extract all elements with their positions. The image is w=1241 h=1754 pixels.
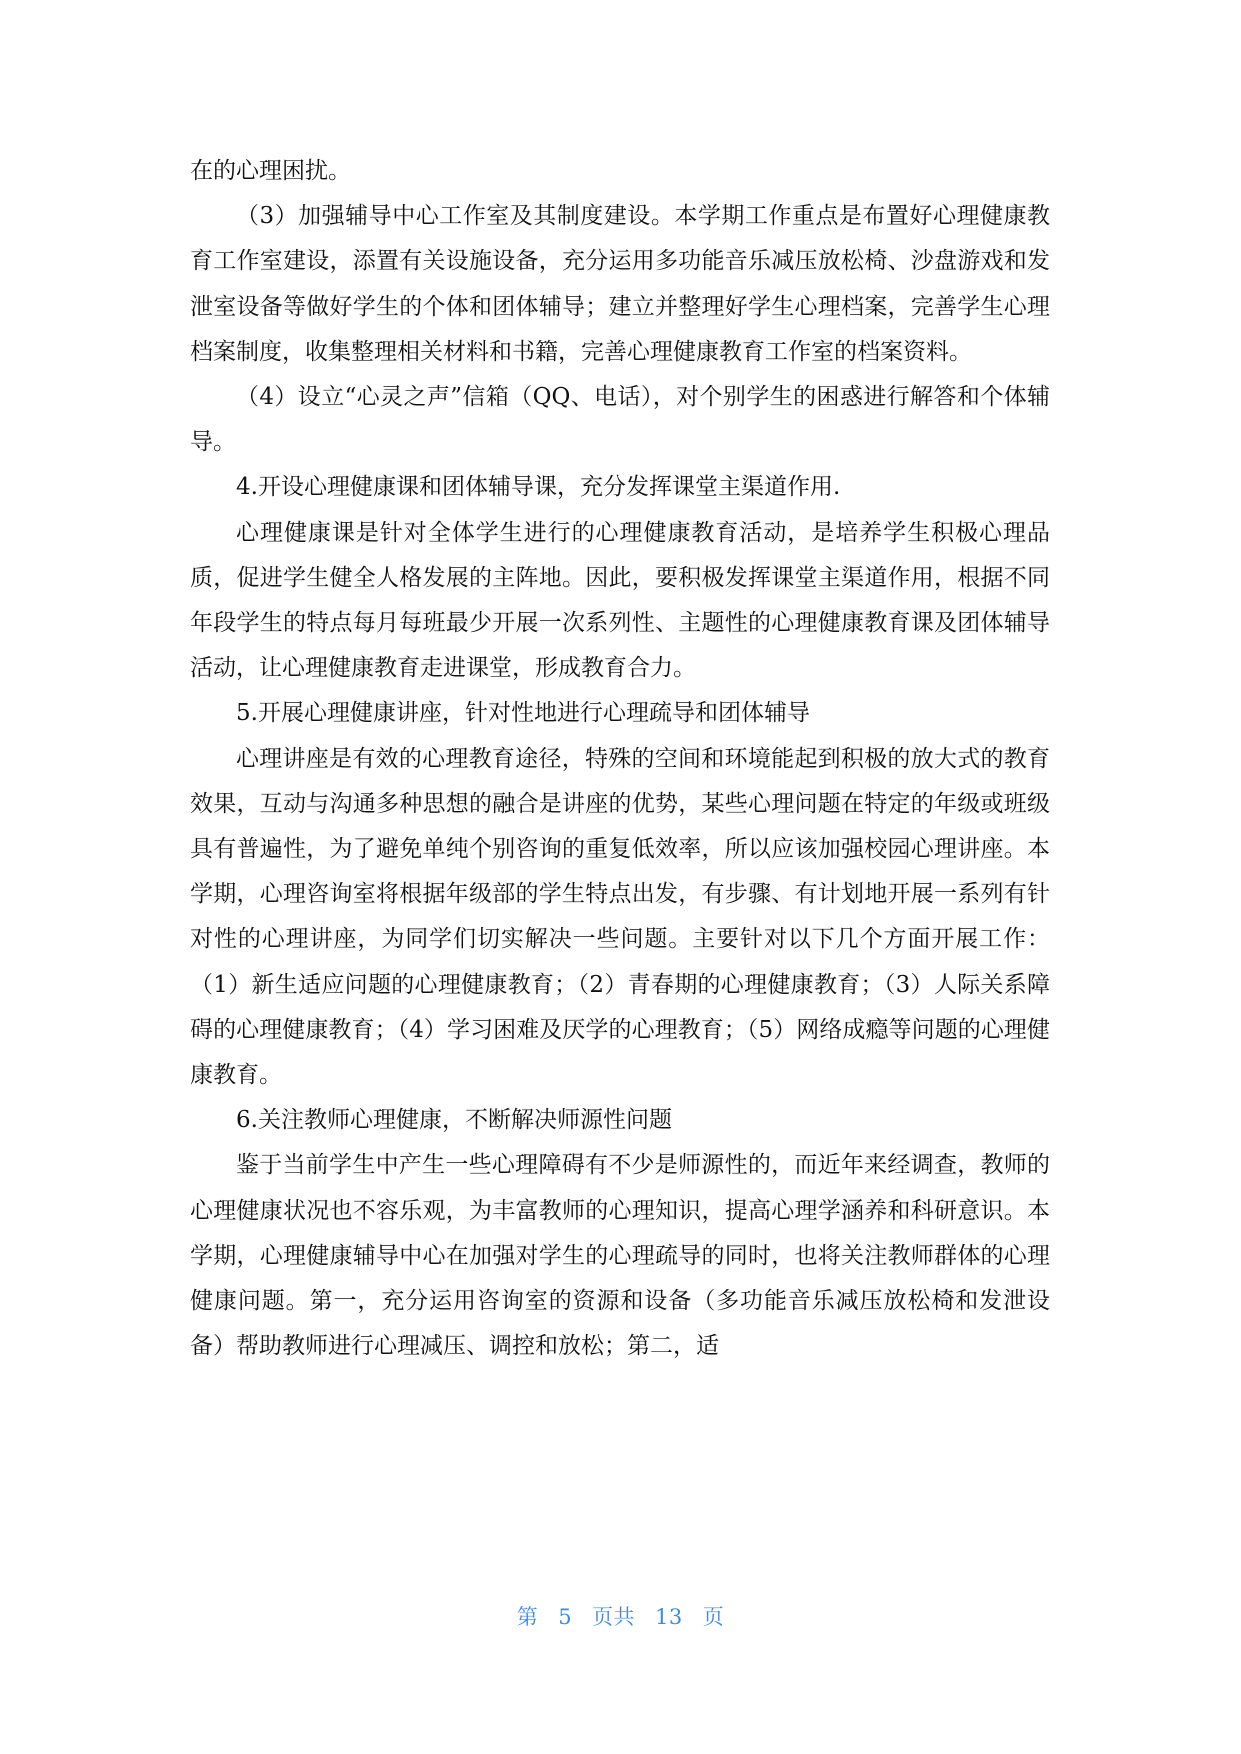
footer-prefix: 第 [516,1605,539,1629]
section-heading-6: 6.关注教师心理健康，不断解决师源性问题 [236,1107,672,1134]
document-body [190,149,1050,1369]
paragraph-item-4: （4）设立“心灵之声”信箱（QQ、电话），对个别学生的困惑进行解答和个体辅导。 [190,384,1050,456]
footer-suffix: 页 [702,1605,725,1629]
section-heading-5: 5.开展心理健康讲座，针对性地进行心理疏导和团体辅导 [236,700,810,727]
paragraph-item-3: （3）加强辅导中心工作室及其制度建设。本学期工作重点是布置好心理健康教育工作室建设，添置有关设施设备，充分运用多功能音乐减压放松椅、沙盘游戏和发泄室设备等做好学生的个体和团体辅导；建立并整理好学生心理档案，完善学生心理档案制度，收集整理相关材料和书籍，完善心理健康教育工作室的档案资料。 [190,203,1050,365]
page-footer [0,1602,1241,1632]
paragraph-section-6-body: 鉴于当前学生中产生一些心理障碍有不少是师源性的，而近年来经调查，教师的心理健康状况也不容乐观，为丰富教师的心理知识，提高心理学涵养和科研意识。本学期，心理健康辅导中心在加强对学生的心理疏导的同时，也将关注教师群体的心理健康问题。第一，充分运用咨询室的资源和设备（多功能音乐减压放松椅和发泄设备）帮助教师进行心理减压、调控和放松；第二，适 [190,1152,1050,1360]
paragraph-continuation: 在的心理困扰。 [190,158,351,184]
footer-total-pages: 13 [655,1605,683,1629]
footer-middle: 页共 [592,1605,636,1629]
section-heading-4: 4.开设心理健康课和团体辅导课，充分发挥课堂主渠道作用. [236,474,841,501]
paragraph-section-5-body: 心理讲座是有效的心理教育途径，特殊的空间和环境能起到积极的放大式的教育效果，互动与沟通多种思想的融合是讲座的优势，某些心理问题在特定的年级或班级具有普遍性，为了避免单纯个别咨询的重复低效率，所以应该加强校园心理讲座。本学期，心理咨询室将根据年级部的学生特点出发，有步骤、有计划地开展一系列有针对性的心理讲座，为同学们切实解决一些问题。主要针对以下几个方面开展工作：（1）新生适应问题的心理健康教育；（2）青春期的心理健康教育；（3）人际关系障碍的心理健康教育；（4）学习困难及厌学的心理教育；（5）网络成瘾等问题的心理健康教育。 [190,745,1050,1089]
footer-current-page: 5 [558,1605,573,1629]
paragraph-section-4-body: 心理健康课是针对全体学生进行的心理健康教育活动，是培养学生积极心理品质，促进学生健全人格发展的主阵地。因此，要积极发挥课堂主渠道作用，根据不同年段学生的特点每月每班最少开展一次系列性、主题性的心理健康教育课及团体辅导活动，让心理健康教育走进课堂，形成教育合力。 [190,519,1050,682]
